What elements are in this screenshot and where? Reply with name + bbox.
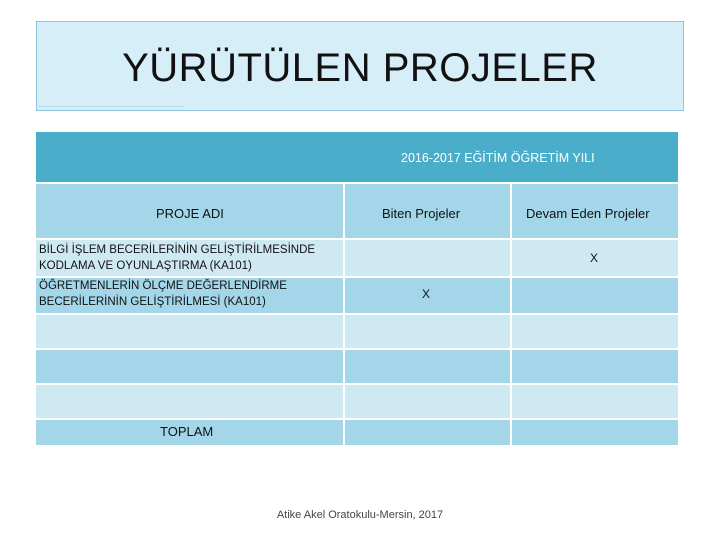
divider [510,184,512,445]
title-box [36,21,684,111]
project-name: BİLGİ İŞLEM BECERİLERİNİN GELİŞTİRİLMESİNDE KODLAMA VE OYUNLAŞTIRMA (KA101) [39,244,316,272]
divider [36,348,678,350]
column-header-proje-adi: PROJE ADI [156,206,224,221]
projects-table [36,132,678,445]
divider [36,383,678,385]
year-header: 2016-2017 EĞİTİM ÖĞRETİM YILI [401,151,595,165]
total-row [36,419,678,445]
divider [36,238,678,240]
divider [36,313,678,315]
column-header-devam: Devam Eden Projeler [526,206,650,221]
year-header-row [36,132,678,184]
divider [343,184,345,445]
divider [36,418,678,420]
table-row [36,384,678,419]
footer-text: Atike Akel Oratokulu-Mersin, 2017 [276,509,444,521]
column-header-biten: Biten Projeler [382,206,461,221]
table-row [36,349,678,384]
biten-mark: X [422,287,431,301]
project-name: ÖĞRETMENLERİN ÖLÇME DEĞERLENDİRME BECERİLERİNİN GELİŞTİRİLMESİ (KA101) [39,280,287,308]
total-label: TOPLAM [160,424,214,439]
table-row [36,314,678,349]
devam-mark: X [590,251,599,265]
title-underline [38,106,184,107]
slide-title: YÜRÜTÜLEN PROJELER [122,46,598,90]
